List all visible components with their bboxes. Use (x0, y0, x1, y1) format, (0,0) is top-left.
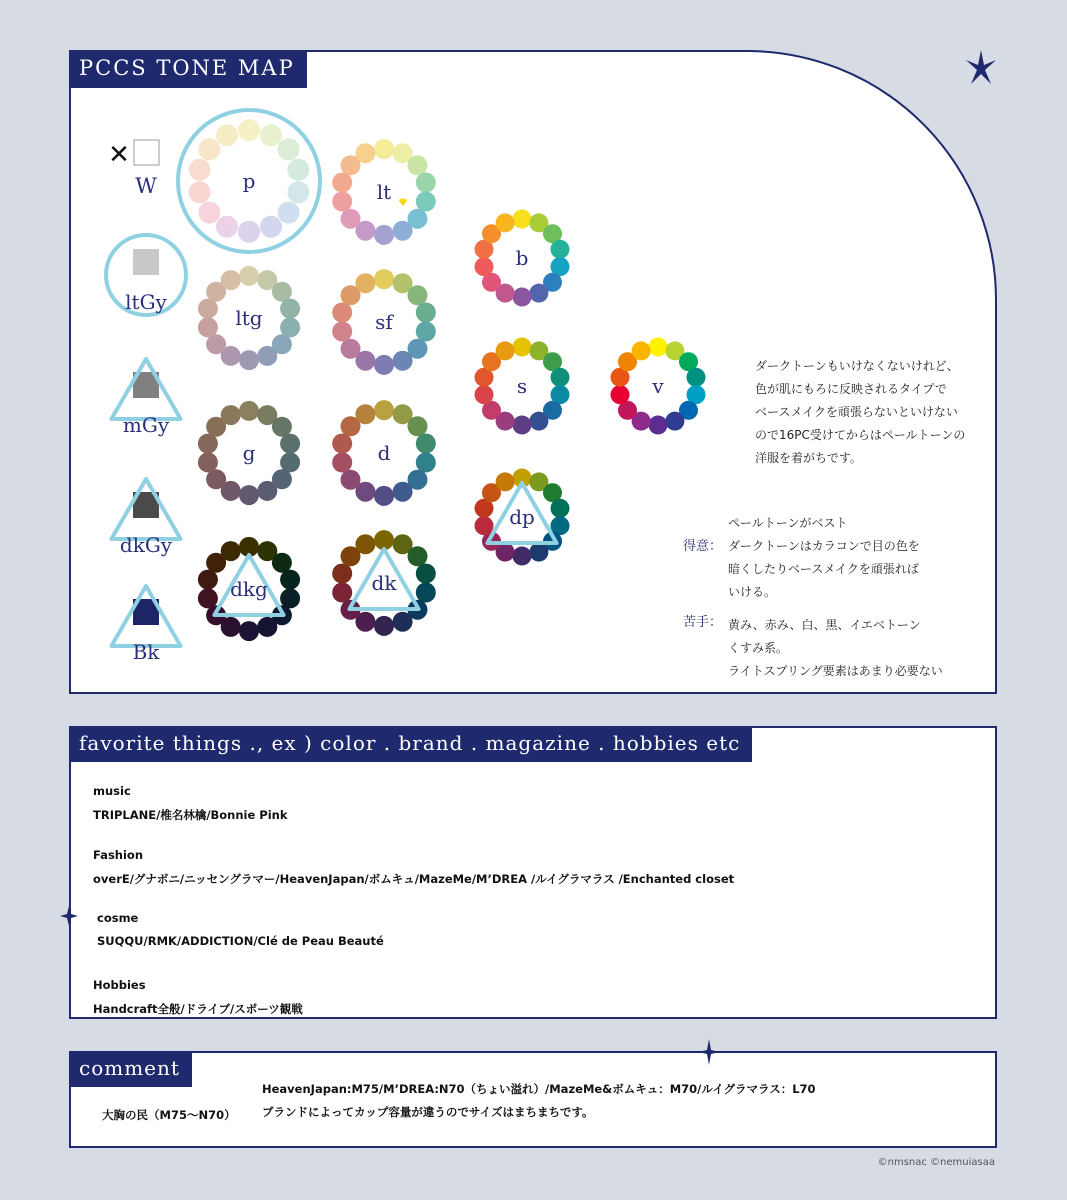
color-dot (332, 434, 352, 454)
tone-label: sf (375, 310, 393, 334)
color-dot (332, 583, 352, 603)
color-dot (408, 285, 428, 305)
color-dot (408, 155, 428, 175)
color-dot (551, 368, 570, 387)
color-dot (416, 583, 436, 603)
color-dot (393, 482, 413, 502)
color-dot (665, 412, 684, 431)
color-dot (355, 404, 375, 424)
color-dot (475, 516, 494, 535)
color-dot (238, 119, 260, 141)
color-dot (374, 400, 394, 420)
comment-line: ブランドによってカップ容量が違うのでサイズはまちまちです。 (262, 1105, 594, 1119)
color-dot (393, 221, 413, 241)
color-dot (611, 385, 630, 404)
color-dot (280, 570, 300, 590)
tone-label: v (652, 374, 664, 398)
color-dot (198, 452, 218, 472)
tone-label: lt (376, 180, 392, 204)
note-line: ダークトーンもいけなくないけれど、 (755, 359, 959, 373)
color-dot (287, 181, 309, 203)
bad-label: 苦手： (683, 615, 723, 630)
color-dot (221, 405, 241, 425)
color-dot (551, 499, 570, 518)
color-dot (408, 416, 428, 436)
color-dot (260, 216, 282, 238)
fav-value-cosme: SUQQU/RMK/ADDICTION/Clé de Peau Beauté (97, 934, 384, 948)
good-line: ダークトーンはカラコンで目の色を (728, 539, 920, 553)
note-line: 洋服を着がちです。 (755, 451, 862, 465)
color-dot (198, 138, 220, 160)
color-dot (529, 284, 548, 303)
color-dot (355, 143, 375, 163)
bad-line: ライトスプリング要素はあまり必要ない (728, 664, 943, 678)
tone-map-title: PCCS TONE MAP (69, 50, 307, 88)
color-dot (260, 124, 282, 146)
note-line: ベースメイクを頑張らないといけない (755, 405, 958, 419)
fav-heading-hobbies: Hobbies (93, 978, 146, 992)
color-dot (332, 564, 352, 584)
fav-value-hobbies: Handcraft全般/ドライブ/スポーツ観戦 (93, 1002, 303, 1016)
color-dot (416, 173, 436, 193)
color-dot (189, 181, 211, 203)
good-label: 得意： (683, 539, 723, 554)
color-dot (216, 124, 238, 146)
color-dot (198, 317, 218, 337)
color-swatch (133, 249, 159, 275)
color-dot (551, 240, 570, 259)
color-dot (649, 416, 668, 435)
color-dot (374, 616, 394, 636)
note-text (755, 355, 965, 470)
color-dot (416, 192, 436, 212)
color-dot (529, 543, 548, 562)
credit-text: ©nmsnac ©nemuiasaa (877, 1157, 995, 1168)
color-dot (475, 257, 494, 276)
color-dot (198, 588, 218, 608)
tone-label: dp (509, 505, 535, 529)
color-dot (280, 434, 300, 454)
tone-label: d (377, 441, 391, 465)
color-dot (374, 355, 394, 375)
good-line: いける。 (728, 585, 777, 599)
note-line: 色が肌にもろに反映されるタイプで (755, 382, 947, 396)
fav-heading-cosme: cosme (97, 911, 139, 925)
fav-heading-music: music (93, 784, 131, 798)
color-dot (332, 303, 352, 323)
color-dot (355, 273, 375, 293)
color-dot (513, 210, 532, 229)
color-dot (496, 472, 515, 491)
color-dot (496, 341, 515, 360)
color-dot (332, 192, 352, 212)
color-dot (238, 221, 260, 243)
color-dot (239, 621, 259, 641)
color-dot (239, 485, 259, 505)
color-dot (257, 481, 277, 501)
color-dot (529, 412, 548, 431)
tone-label: g (242, 441, 256, 465)
fav-heading-fashion: Fashion (93, 848, 144, 862)
color-dot (332, 173, 352, 193)
good-text (728, 512, 920, 604)
tone-label: s (516, 374, 528, 398)
note-line: ので16PC受けてからはペールトーンの (755, 428, 966, 442)
color-dot (332, 322, 352, 342)
color-dot (332, 453, 352, 473)
color-dot (341, 209, 361, 229)
color-dot (416, 322, 436, 342)
color-dot (221, 270, 241, 290)
color-dot (257, 617, 277, 637)
color-dot (216, 216, 238, 238)
color-dot (513, 416, 532, 435)
achromatic-label: dkGy (119, 533, 173, 557)
color-dot (513, 288, 532, 307)
good-line: 暗くしたりベースメイクを頑張れば (728, 562, 919, 576)
color-dot (189, 159, 211, 181)
color-dot (393, 612, 413, 632)
comment-title: comment (69, 1051, 192, 1087)
color-dot (341, 470, 361, 490)
heart-icon (399, 198, 407, 206)
color-dot (278, 202, 300, 224)
color-dot (341, 339, 361, 359)
color-swatch (134, 140, 159, 165)
color-dot (416, 434, 436, 454)
color-dot (513, 547, 532, 566)
achromatic-label: W (135, 174, 157, 198)
good-line: ペールトーンがベスト (728, 516, 848, 530)
color-dot (513, 338, 532, 357)
color-dot (649, 338, 668, 357)
color-dot (496, 213, 515, 232)
color-dot (287, 159, 309, 181)
favorites-title: favorite things ., ex ) color . brand . magazine . hobbies etc (69, 726, 752, 762)
color-dot (416, 303, 436, 323)
color-dot (198, 202, 220, 224)
bad-line: 黄み、赤み、白、黒、イエベトーン (728, 618, 921, 632)
tone-label: p (242, 169, 256, 193)
color-dot (393, 351, 413, 371)
color-dot (257, 346, 277, 366)
color-dot (239, 266, 259, 286)
color-dot (239, 401, 259, 421)
color-dot (374, 139, 394, 159)
fav-value-music: TRIPLANE/椎名林檎/Bonnie Pink (93, 808, 288, 822)
tone-label: b (515, 246, 529, 270)
color-dot (475, 385, 494, 404)
color-dot (687, 368, 706, 387)
color-dot (416, 453, 436, 473)
achromatic-label: ltGy (125, 290, 167, 314)
color-dot (374, 486, 394, 506)
color-dot (416, 564, 436, 584)
comment-label: 大胸の民（M75～N70） (102, 1108, 236, 1122)
achromatic-label: Bk (132, 640, 160, 664)
cross-mark-icon: ✕ (108, 140, 130, 170)
fav-value-fashion: overE/グナボニ/ニッセングラマー/HeavenJapan/ボムキュ/MazeMe/M’DREA /ルイグラマラス /Enchanted closet (93, 872, 735, 886)
color-dot (408, 546, 428, 566)
color-dot (280, 299, 300, 319)
color-dot (374, 269, 394, 289)
comment-panel (69, 1051, 997, 1148)
bad-line: くすみ系。 (728, 641, 789, 655)
color-dot (374, 225, 394, 245)
color-dot (221, 541, 241, 561)
comment-line: HeavenJapan:M75/M’DREA:N70（ちょい溢れ）/MazeMe&ボムキュ：M70/ルイグラマラス：L70 (262, 1082, 816, 1096)
bad-text (728, 614, 943, 683)
tone-label: ltg (235, 306, 263, 330)
tone-label: dk (371, 571, 397, 595)
color-dot (632, 341, 651, 360)
tone-label: dkg (230, 577, 268, 601)
color-dot (239, 350, 259, 370)
color-dot (278, 138, 300, 160)
color-dot (355, 534, 375, 554)
achromatic-label: mGy (122, 413, 170, 437)
